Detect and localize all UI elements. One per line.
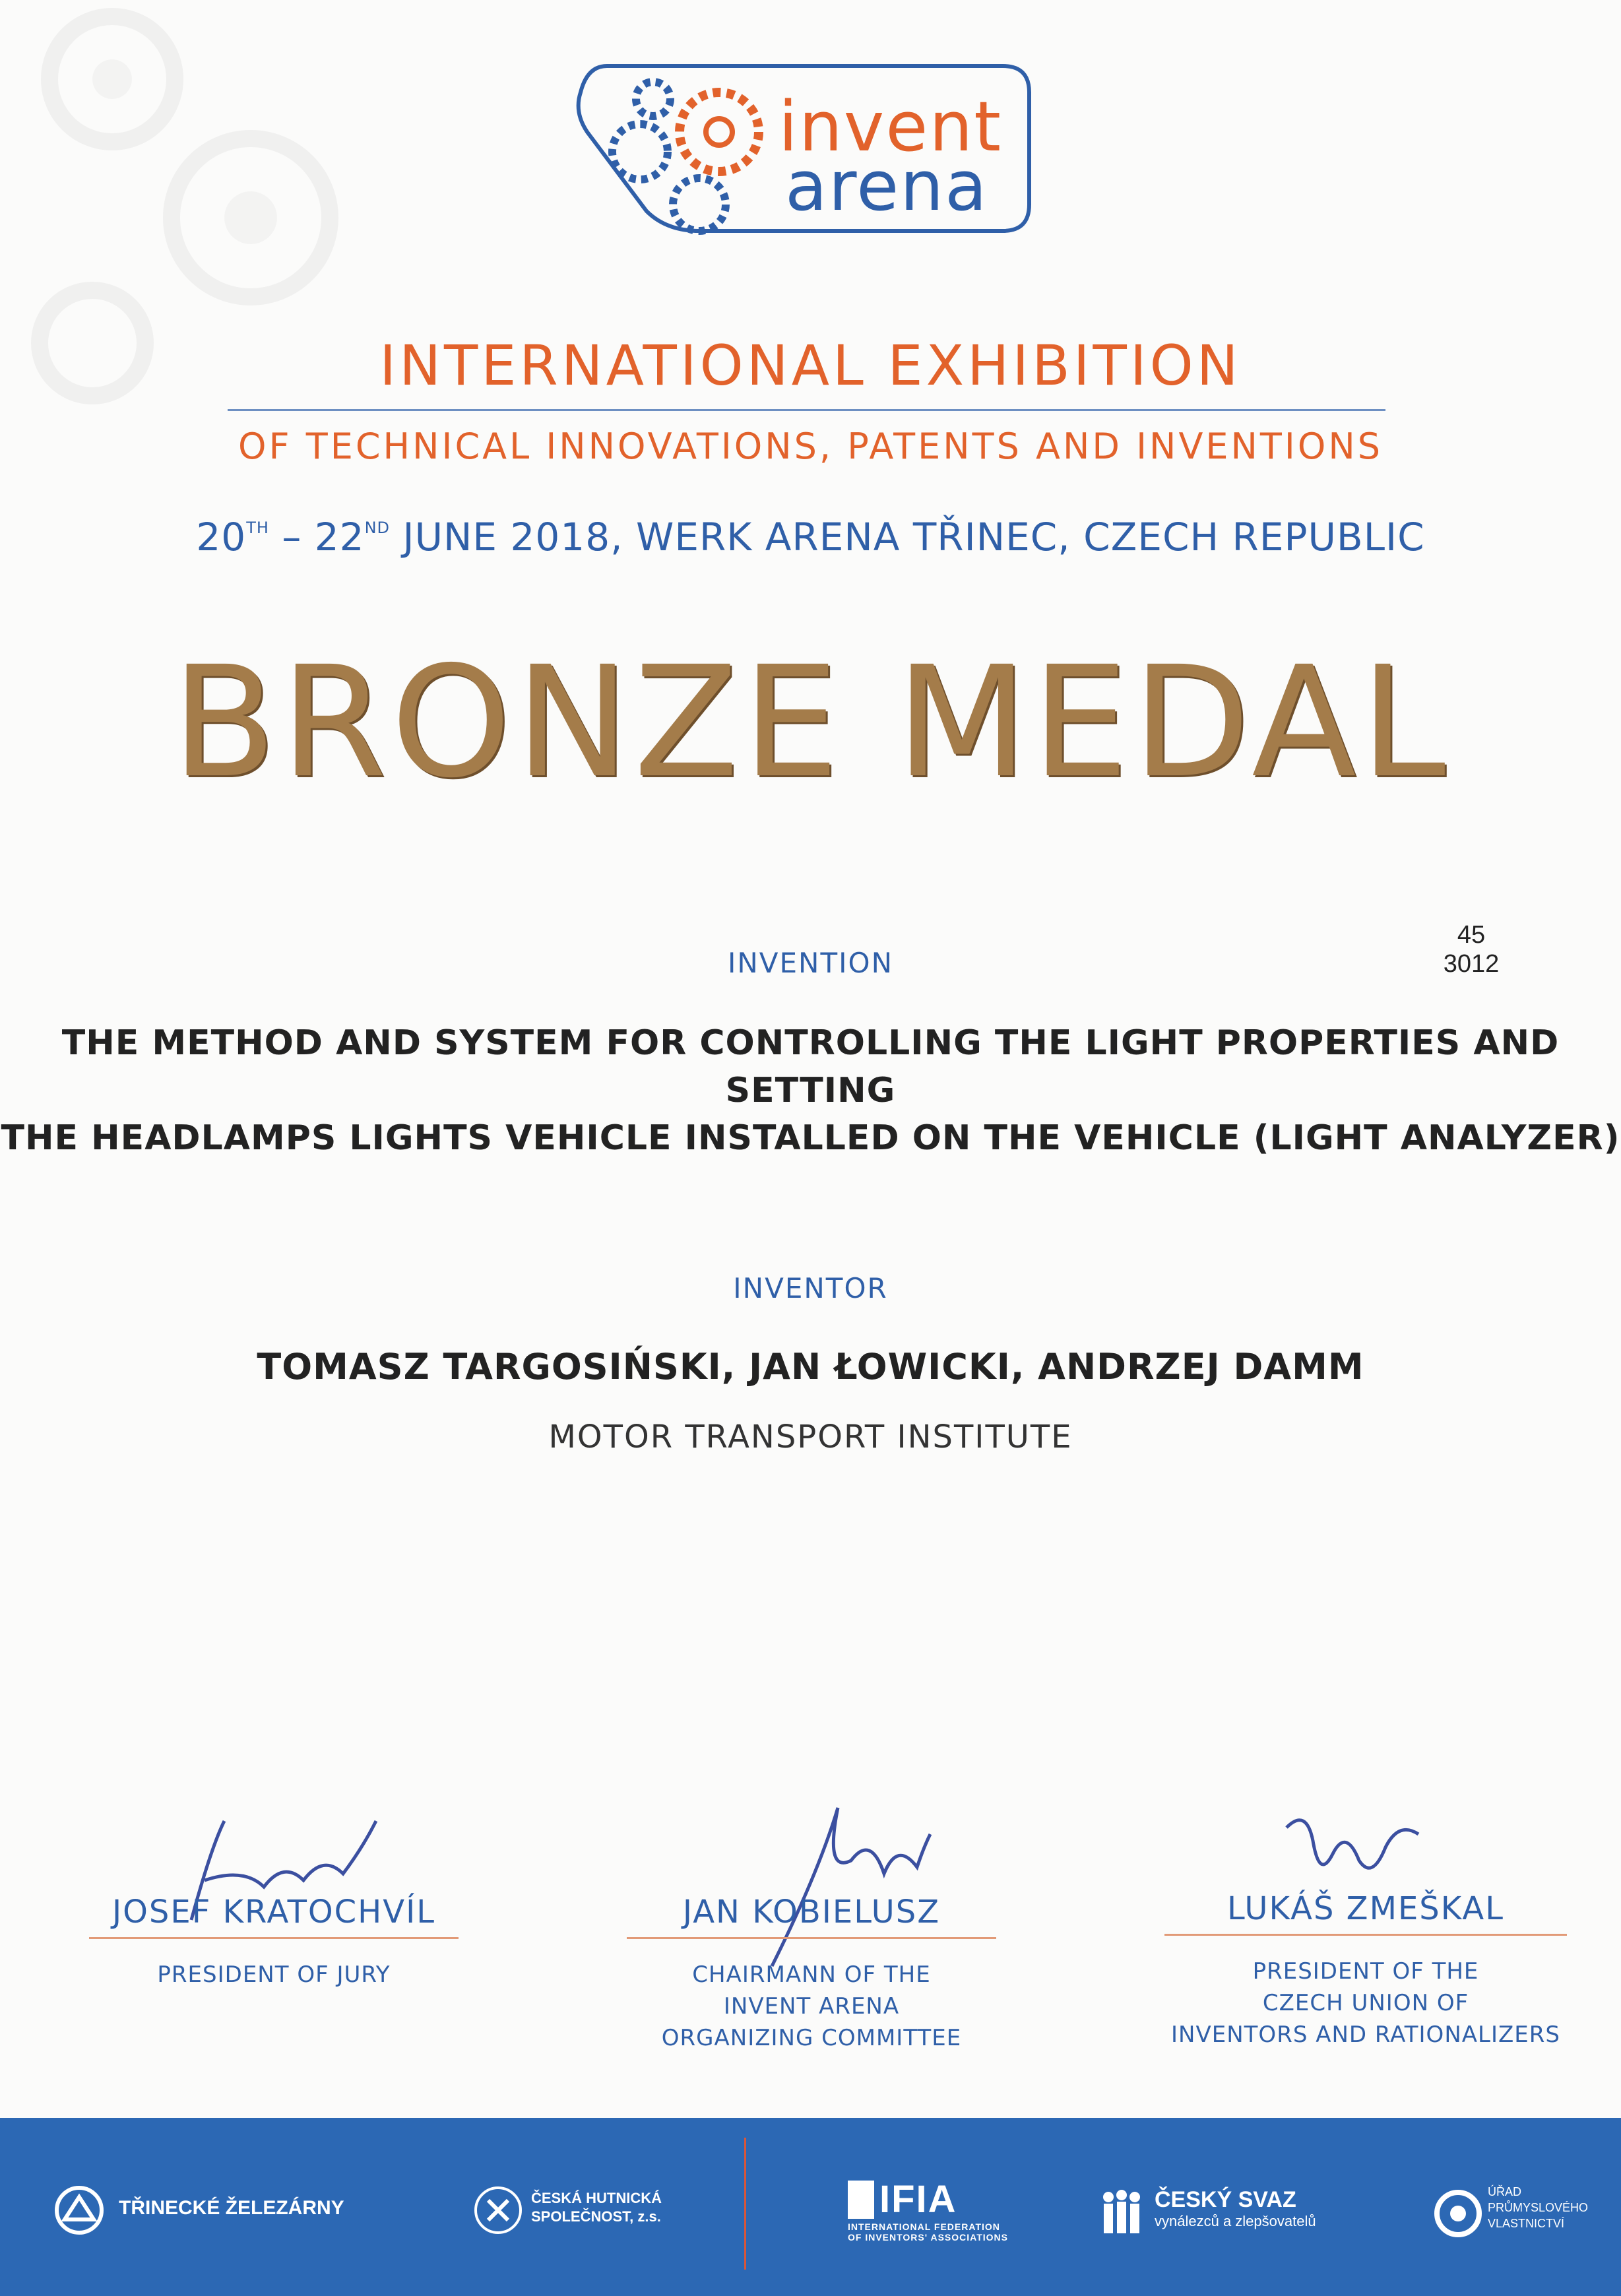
- sponsor-svaz-line-1: ČESKÝ SVAZ: [1155, 2187, 1296, 2212]
- signatory-3: [1151, 1890, 1580, 2051]
- inventor-label: INVENTOR: [733, 1272, 888, 1304]
- sponsor-urad-line-2: PRŮMYSLOVÉHO: [1488, 2201, 1589, 2214]
- signatory-2-role-1: CHAIRMANN OF THE: [692, 1961, 931, 1988]
- logo-invent-word: invent: [779, 86, 1003, 167]
- signatory-2: [614, 1894, 1009, 2054]
- event-dates: [0, 515, 1621, 559]
- sponsor-svaz-line-2: vynálezců a zlepšovatelů: [1155, 2213, 1316, 2229]
- signatory-1: [76, 1894, 472, 1991]
- ifia-sub-1: INTERNATIONAL FEDERATION: [848, 2221, 1000, 2232]
- sponsor-urad: [1488, 2184, 1588, 2231]
- sponsor-hutnicka-line-1: ČESKÁ HUTNICKÁ: [531, 2190, 662, 2206]
- inventor-names: TOMASZ TARGOSIŃSKI, JAN ŁOWICKI, ANDRZEJ DAMM: [257, 1346, 1364, 1387]
- signatory-3-rule: [1164, 1934, 1567, 1936]
- sponsor-trinecke: TŘINECKÉ ŽELEZÁRNY: [119, 2197, 344, 2219]
- signatory-1-rule: [89, 1937, 459, 1939]
- exhibition-title: INTERNATIONAL EXHIBITION: [379, 333, 1242, 398]
- sponsor-urad-line-1: ÚŘAD: [1488, 2185, 1522, 2198]
- invention-title: [0, 1019, 1621, 1162]
- signatory-1-name: JOSEF KRATOCHVÍL: [111, 1894, 436, 1930]
- signatory-3-role-1: PRESIDENT OF THE: [1252, 1958, 1479, 1985]
- logo-arena-word: arena: [785, 146, 988, 226]
- footer-divider: [744, 2138, 746, 2270]
- date-start: 20: [196, 515, 247, 559]
- signatory-2-role-3: ORGANIZING COMMITTEE: [661, 2025, 962, 2051]
- invention-label: INVENTION: [727, 947, 893, 979]
- date-end: – 22: [269, 515, 365, 559]
- signatory-2-rule: [627, 1937, 996, 1939]
- signatory-3-name: LUKÁŠ ZMEŠKAL: [1227, 1890, 1504, 1927]
- signatory-3-role-3: INVENTORS AND RATIONALIZERS: [1171, 2022, 1560, 2048]
- invention-title-line-1: THE METHOD AND SYSTEM FOR CONTROLLING THE LIGHT PROPERTIES AND SETTING: [61, 1023, 1560, 1110]
- number-line-2: 3012: [1443, 950, 1500, 978]
- title-divider: [228, 409, 1385, 411]
- signatory-2-name: JAN KOBIELUSZ: [682, 1894, 941, 1930]
- date-venue: JUNE 2018, WERK ARENA TŘINEC, CZECH REPUBLIC: [390, 515, 1425, 559]
- sponsor-svaz: [1155, 2187, 1316, 2230]
- ifia-sub-2: OF INVENTORS' ASSOCIATIONS: [848, 2232, 1008, 2243]
- date-start-suffix: TH: [246, 519, 269, 537]
- ifia-icon: [848, 2181, 874, 2219]
- number-line-1: 45: [1457, 921, 1486, 949]
- trinecke-logo-icon: [53, 2184, 106, 2237]
- invent-arena-logo: [567, 53, 1042, 244]
- signature-zmeskal: [1273, 1801, 1432, 1900]
- svaz-logo-icon: [1098, 2187, 1145, 2237]
- medal-title: BRONZE MEDAL: [171, 633, 1450, 812]
- signatory-2-role-2: INVENT ARENA: [723, 1993, 900, 2020]
- sponsor-ifia: [848, 2177, 1008, 2243]
- sponsor-urad-line-3: VLASTNICTVÍ: [1488, 2217, 1565, 2230]
- invention-title-line-2: THE HEADLAMPS LIGHTS VEHICLE INSTALLED ON THE VEHICLE (LIGHT ANALYZER): [1, 1118, 1620, 1158]
- urad-logo-icon: [1432, 2187, 1484, 2240]
- exhibition-subtitle: OF TECHNICAL INNOVATIONS, PATENTS AND INVENTIONS: [238, 426, 1383, 467]
- date-end-suffix: ND: [364, 519, 391, 537]
- certificate-number: [1432, 920, 1511, 978]
- hutnicka-logo-icon: [472, 2184, 524, 2237]
- sponsor-hutnicka: [531, 2189, 662, 2226]
- signatory-3-role-2: CZECH UNION OF: [1262, 1990, 1469, 2016]
- sponsor-hutnicka-line-2: SPOLEČNOST, z.s.: [531, 2208, 661, 2225]
- ifia-label: IFIA: [879, 2178, 957, 2221]
- signatory-1-role: PRESIDENT OF JURY: [157, 1961, 391, 1988]
- institute-name: MOTOR TRANSPORT INSTITUTE: [548, 1419, 1073, 1455]
